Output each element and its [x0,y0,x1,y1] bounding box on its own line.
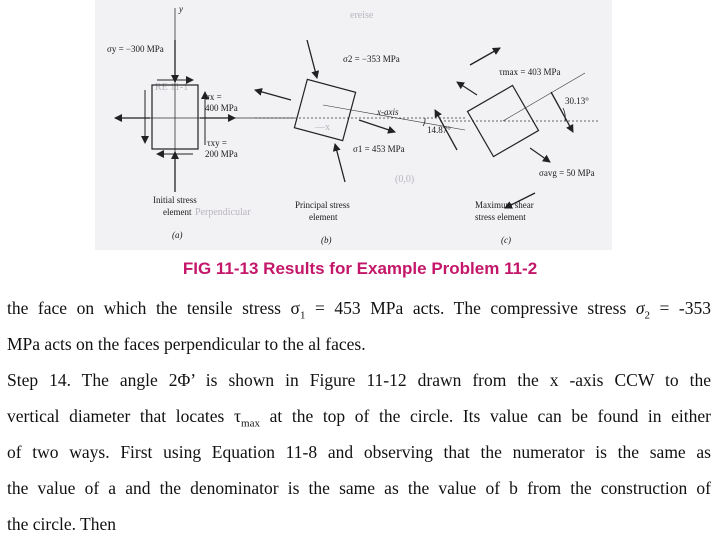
sigma-x-name: σx = [205,92,222,102]
panel-a [107,4,295,240]
paragraph-2-line-3: of two ways. First using Equation 11-8 and observing that the numerator is the same as [7,442,711,462]
sigma-2-label: σ2 = −353 MPa [343,54,400,64]
tau-xy-value: 200 MPa [205,149,238,159]
paragraph-2-line-2: vertical diameter that locates $\tau_{max}$ at the top of the circle. Its value can be found in either [7,406,711,430]
stress-element-diagram [95,0,612,250]
principal-element-label-1: Principal stress [295,200,350,210]
max-shear-label-2: stress element [475,212,526,222]
panel-b [255,40,465,245]
b-x-axis-label: x-axis [377,107,399,117]
y-axis-label: y [179,4,183,14]
paragraph-2-line-1: Step 14. The angle 2Φ’ is shown in Figure 11-12 drawn from the x -axis CCW to the [7,370,711,390]
svg-text:(0,0): (0,0) [395,174,415,185]
svg-text:RE 11-1: RE 11-1 [155,82,189,93]
figure-photo [95,0,612,250]
initial-element-label-2: element [163,207,192,217]
figure-caption: FIG 11-13 Results for Example Problem 11-2 [182,259,538,278]
tau-xy-name: τxy = [207,138,227,148]
b-angle-label: 14.87° [427,125,451,135]
paragraph-2 [7,362,711,542]
svg-text:Perpendicular: Perpendicular [195,207,251,218]
c-angle-label: 30.13° [565,96,589,106]
principal-element-label-2: element [309,212,338,222]
panel-b-label: (b) [321,235,332,245]
panel-c-label: (c) [501,235,511,245]
sigma-1-label: σ1 = 453 MPa [353,144,405,154]
sigma-x-value: 400 MPa [205,103,238,113]
paragraph-1-line-2: MPa acts on the faces perpendicular to the al faces. [7,334,366,354]
paragraph-1 [7,290,711,362]
max-shear-label-1: Maximum shear [475,200,534,210]
panel-a-label: (a) [172,230,183,240]
paragraph-1-line-1: the face on which the tensile stress $\sigma_1 = 453$ MPa acts. The compressive stress $\sigma_2 = -353$ [7,298,712,322]
paragraph-2-line-5: the circle. Then [7,514,116,534]
sigma-y-label: σy = −300 MPa [107,44,164,54]
paragraph-2-line-4: the value of a and the denominator is the same as the value of b from the construction of [7,478,711,498]
panel-c [435,48,600,245]
svg-text:ereise: ereise [350,10,374,21]
initial-element-label-1: Initial stress [153,195,197,205]
sigma-avg-label: σavg = 50 MPa [539,168,595,178]
svg-text:—x: —x [315,122,330,133]
tau-max-label: τmax = 403 MPa [499,67,561,77]
